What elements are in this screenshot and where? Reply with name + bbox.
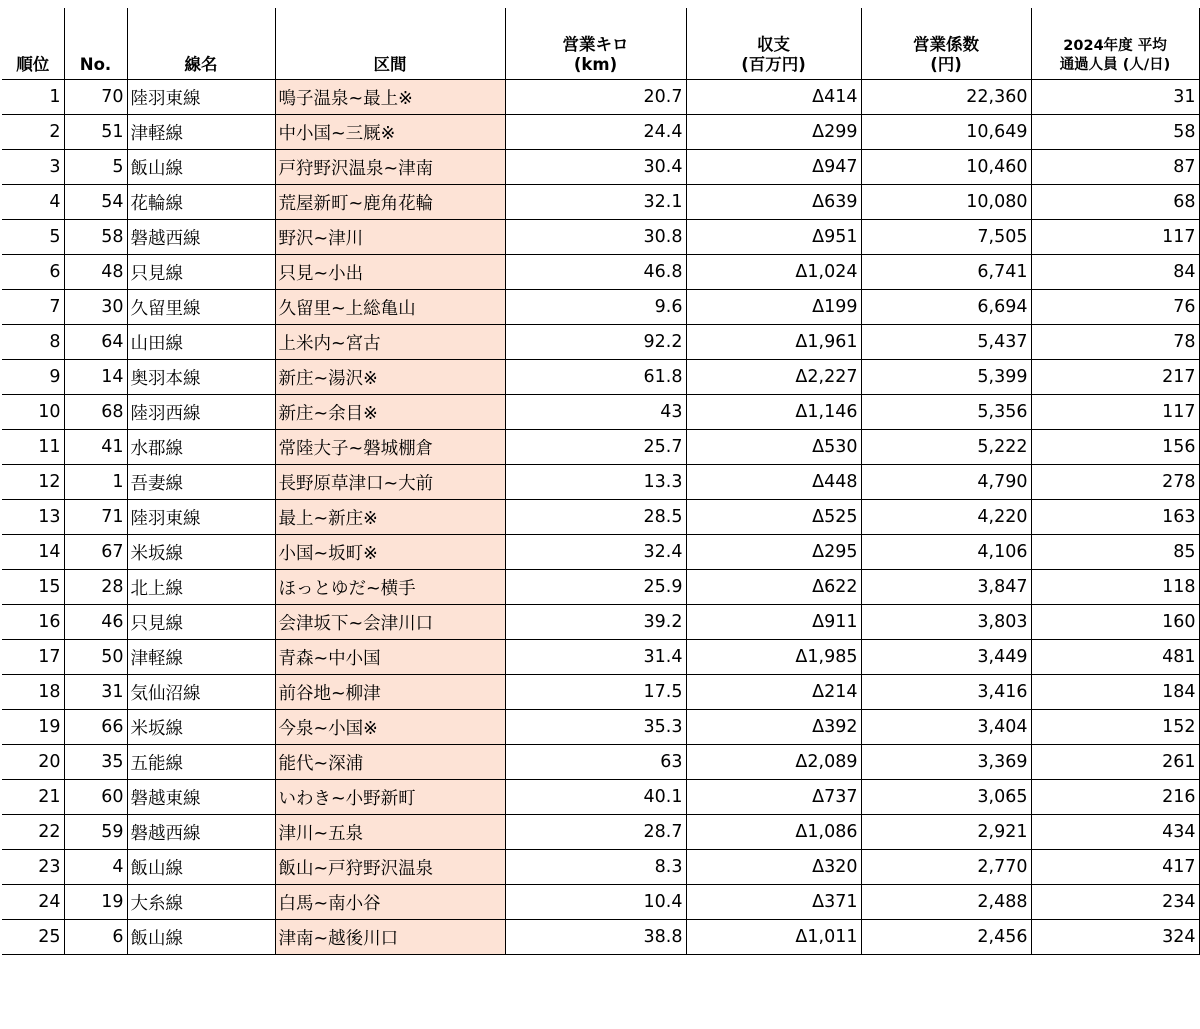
cell-line: 米坂線 (127, 710, 275, 745)
cell-balance: Δ1,146 (686, 395, 861, 430)
table-row (2, 885, 1199, 920)
cell-km: 35.3 (505, 710, 686, 745)
cell-line: 磐越東線 (127, 780, 275, 815)
cell-section: 新庄~余目※ (275, 395, 505, 430)
cell-passengers: 184 (1031, 675, 1199, 710)
cell-line: 飯山線 (127, 920, 275, 955)
cell-no: 46 (64, 605, 127, 640)
cell-line: 奥羽本線 (127, 360, 275, 395)
cell-no: 64 (64, 325, 127, 360)
cell-line: 陸羽東線 (127, 80, 275, 115)
cell-line: 北上線 (127, 570, 275, 605)
cell-passengers: 68 (1031, 185, 1199, 220)
cell-section: 津南~越後川口 (275, 920, 505, 955)
cell-balance: Δ1,011 (686, 920, 861, 955)
cell-rank: 21 (2, 780, 64, 815)
ranking-table (2, 8, 1200, 955)
cell-passengers: 278 (1031, 465, 1199, 500)
cell-rank: 3 (2, 150, 64, 185)
cell-coef: 5,356 (861, 395, 1031, 430)
table-row (2, 430, 1199, 465)
cell-passengers: 234 (1031, 885, 1199, 920)
cell-rank: 24 (2, 885, 64, 920)
header-no: No. (64, 8, 127, 80)
cell-coef: 4,220 (861, 500, 1031, 535)
cell-section: 鳴子温泉~最上※ (275, 80, 505, 115)
cell-balance: Δ214 (686, 675, 861, 710)
cell-km: 92.2 (505, 325, 686, 360)
table-header (2, 8, 1199, 80)
cell-section: 飯山~戸狩野沢温泉 (275, 850, 505, 885)
cell-passengers: 85 (1031, 535, 1199, 570)
cell-balance: Δ299 (686, 115, 861, 150)
cell-passengers: 216 (1031, 780, 1199, 815)
header-coef-line1: 営業係数 (913, 35, 979, 54)
table-row (2, 150, 1199, 185)
cell-coef: 3,404 (861, 710, 1031, 745)
cell-balance: Δ2,227 (686, 360, 861, 395)
header-row (2, 8, 1199, 80)
cell-balance: Δ911 (686, 605, 861, 640)
cell-rank: 16 (2, 605, 64, 640)
cell-rank: 15 (2, 570, 64, 605)
header-line: 線名 (127, 8, 275, 80)
cell-no: 1 (64, 465, 127, 500)
cell-km: 30.8 (505, 220, 686, 255)
cell-balance: Δ371 (686, 885, 861, 920)
cell-section: 長野原草津口~大前 (275, 465, 505, 500)
cell-coef: 5,399 (861, 360, 1031, 395)
cell-rank: 22 (2, 815, 64, 850)
cell-no: 48 (64, 255, 127, 290)
cell-passengers: 87 (1031, 150, 1199, 185)
cell-line: 津軽線 (127, 115, 275, 150)
cell-section: 最上~新庄※ (275, 500, 505, 535)
cell-coef: 10,460 (861, 150, 1031, 185)
header-passengers-line1: 2024年度 平均 (1063, 38, 1167, 54)
cell-passengers: 117 (1031, 395, 1199, 430)
cell-line: 磐越西線 (127, 815, 275, 850)
cell-rank: 19 (2, 710, 64, 745)
cell-no: 6 (64, 920, 127, 955)
table-row (2, 220, 1199, 255)
cell-no: 51 (64, 115, 127, 150)
cell-balance: Δ295 (686, 535, 861, 570)
cell-balance: Δ530 (686, 430, 861, 465)
cell-rank: 2 (2, 115, 64, 150)
cell-km: 61.8 (505, 360, 686, 395)
cell-rank: 8 (2, 325, 64, 360)
cell-line: 久留里線 (127, 290, 275, 325)
cell-section: 能代~深浦 (275, 745, 505, 780)
cell-balance: Δ1,086 (686, 815, 861, 850)
cell-km: 40.1 (505, 780, 686, 815)
table-row (2, 360, 1199, 395)
cell-balance: Δ199 (686, 290, 861, 325)
cell-coef: 6,741 (861, 255, 1031, 290)
cell-no: 5 (64, 150, 127, 185)
cell-passengers: 417 (1031, 850, 1199, 885)
cell-balance: Δ639 (686, 185, 861, 220)
cell-passengers: 84 (1031, 255, 1199, 290)
cell-km: 38.8 (505, 920, 686, 955)
cell-balance: Δ1,985 (686, 640, 861, 675)
cell-km: 32.1 (505, 185, 686, 220)
cell-rank: 12 (2, 465, 64, 500)
cell-no: 31 (64, 675, 127, 710)
cell-section: 常陸大子~磐城棚倉 (275, 430, 505, 465)
table-body (2, 80, 1199, 955)
cell-balance: Δ525 (686, 500, 861, 535)
cell-section: 小国~坂町※ (275, 535, 505, 570)
cell-balance: Δ392 (686, 710, 861, 745)
cell-coef: 10,080 (861, 185, 1031, 220)
cell-line: 大糸線 (127, 885, 275, 920)
table-row (2, 815, 1199, 850)
cell-coef: 5,222 (861, 430, 1031, 465)
cell-rank: 11 (2, 430, 64, 465)
cell-coef: 2,770 (861, 850, 1031, 885)
cell-passengers: 324 (1031, 920, 1199, 955)
cell-line: 只見線 (127, 255, 275, 290)
cell-balance: Δ2,089 (686, 745, 861, 780)
cell-km: 30.4 (505, 150, 686, 185)
cell-coef: 6,694 (861, 290, 1031, 325)
cell-rank: 6 (2, 255, 64, 290)
cell-no: 30 (64, 290, 127, 325)
table-row (2, 500, 1199, 535)
table-row (2, 570, 1199, 605)
cell-passengers: 117 (1031, 220, 1199, 255)
cell-rank: 18 (2, 675, 64, 710)
cell-rank: 20 (2, 745, 64, 780)
cell-coef: 3,449 (861, 640, 1031, 675)
cell-km: 13.3 (505, 465, 686, 500)
cell-km: 9.6 (505, 290, 686, 325)
header-section: 区間 (275, 8, 505, 80)
table-row (2, 255, 1199, 290)
cell-coef: 4,790 (861, 465, 1031, 500)
cell-km: 25.9 (505, 570, 686, 605)
cell-passengers: 31 (1031, 80, 1199, 115)
cell-section: 荒屋新町~鹿角花輪 (275, 185, 505, 220)
cell-coef: 3,803 (861, 605, 1031, 640)
cell-section: 中小国~三厩※ (275, 115, 505, 150)
table-row (2, 850, 1199, 885)
cell-passengers: 76 (1031, 290, 1199, 325)
cell-line: 飯山線 (127, 150, 275, 185)
cell-line: 水郡線 (127, 430, 275, 465)
header-passengers-line2: 通過人員 (人/日) (1059, 57, 1171, 73)
cell-coef: 3,416 (861, 675, 1031, 710)
cell-passengers: 58 (1031, 115, 1199, 150)
table-row (2, 185, 1199, 220)
cell-balance: Δ414 (686, 80, 861, 115)
cell-balance: Δ622 (686, 570, 861, 605)
cell-balance: Δ737 (686, 780, 861, 815)
cell-rank: 1 (2, 80, 64, 115)
cell-section: 白馬~南小谷 (275, 885, 505, 920)
cell-coef: 10,649 (861, 115, 1031, 150)
cell-coef: 7,505 (861, 220, 1031, 255)
header-coef (861, 8, 1031, 80)
cell-no: 71 (64, 500, 127, 535)
cell-coef: 22,360 (861, 80, 1031, 115)
header-coef-line2: (円) (930, 55, 962, 74)
cell-section: 上米内~宮古 (275, 325, 505, 360)
table-row (2, 710, 1199, 745)
cell-km: 28.5 (505, 500, 686, 535)
header-balance (686, 8, 861, 80)
cell-section: 会津坂下~会津川口 (275, 605, 505, 640)
cell-no: 50 (64, 640, 127, 675)
cell-coef: 4,106 (861, 535, 1031, 570)
cell-line: 吾妻線 (127, 465, 275, 500)
table-row (2, 605, 1199, 640)
cell-section: 新庄~湯沢※ (275, 360, 505, 395)
cell-section: 津川~五泉 (275, 815, 505, 850)
cell-balance: Δ951 (686, 220, 861, 255)
cell-section: 野沢~津川 (275, 220, 505, 255)
cell-line: 五能線 (127, 745, 275, 780)
cell-no: 14 (64, 360, 127, 395)
table-row (2, 640, 1199, 675)
cell-no: 41 (64, 430, 127, 465)
cell-passengers: 217 (1031, 360, 1199, 395)
cell-rank: 5 (2, 220, 64, 255)
cell-no: 60 (64, 780, 127, 815)
cell-passengers: 160 (1031, 605, 1199, 640)
cell-balance: Δ448 (686, 465, 861, 500)
cell-no: 67 (64, 535, 127, 570)
cell-section: 戸狩野沢温泉~津南 (275, 150, 505, 185)
cell-passengers: 434 (1031, 815, 1199, 850)
header-passengers (1031, 8, 1199, 80)
cell-km: 20.7 (505, 80, 686, 115)
cell-passengers: 261 (1031, 745, 1199, 780)
cell-line: 只見線 (127, 605, 275, 640)
cell-coef: 2,456 (861, 920, 1031, 955)
cell-line: 陸羽東線 (127, 500, 275, 535)
cell-coef: 2,488 (861, 885, 1031, 920)
cell-no: 59 (64, 815, 127, 850)
cell-km: 17.5 (505, 675, 686, 710)
cell-rank: 10 (2, 395, 64, 430)
cell-rank: 9 (2, 360, 64, 395)
table-row (2, 325, 1199, 360)
cell-line: 気仙沼線 (127, 675, 275, 710)
cell-km: 63 (505, 745, 686, 780)
cell-km: 25.7 (505, 430, 686, 465)
table-row (2, 115, 1199, 150)
cell-km: 43 (505, 395, 686, 430)
cell-coef: 3,065 (861, 780, 1031, 815)
table-row (2, 745, 1199, 780)
cell-line: 陸羽西線 (127, 395, 275, 430)
table-row (2, 395, 1199, 430)
cell-no: 54 (64, 185, 127, 220)
cell-balance: Δ320 (686, 850, 861, 885)
cell-coef: 3,847 (861, 570, 1031, 605)
cell-section: 今泉~小国※ (275, 710, 505, 745)
cell-section: いわき~小野新町 (275, 780, 505, 815)
cell-rank: 14 (2, 535, 64, 570)
cell-rank: 25 (2, 920, 64, 955)
cell-passengers: 481 (1031, 640, 1199, 675)
cell-km: 31.4 (505, 640, 686, 675)
cell-line: 磐越西線 (127, 220, 275, 255)
table-row (2, 780, 1199, 815)
cell-balance: Δ1,024 (686, 255, 861, 290)
cell-line: 花輪線 (127, 185, 275, 220)
cell-passengers: 163 (1031, 500, 1199, 535)
cell-section: 久留里~上総亀山 (275, 290, 505, 325)
cell-no: 68 (64, 395, 127, 430)
cell-passengers: 152 (1031, 710, 1199, 745)
table-row (2, 465, 1199, 500)
table-row (2, 675, 1199, 710)
cell-km: 46.8 (505, 255, 686, 290)
header-km-line1: 営業キロ (562, 35, 629, 54)
cell-coef: 5,437 (861, 325, 1031, 360)
header-km-line2: (km) (573, 55, 618, 74)
cell-balance: Δ947 (686, 150, 861, 185)
cell-line: 山田線 (127, 325, 275, 360)
cell-rank: 13 (2, 500, 64, 535)
cell-coef: 3,369 (861, 745, 1031, 780)
cell-line: 津軽線 (127, 640, 275, 675)
cell-section: 前谷地~柳津 (275, 675, 505, 710)
cell-rank: 4 (2, 185, 64, 220)
cell-rank: 23 (2, 850, 64, 885)
cell-no: 4 (64, 850, 127, 885)
header-balance-line2: (百万円) (741, 55, 806, 74)
cell-no: 28 (64, 570, 127, 605)
table-row (2, 290, 1199, 325)
cell-km: 10.4 (505, 885, 686, 920)
table-row (2, 535, 1199, 570)
cell-passengers: 156 (1031, 430, 1199, 465)
header-rank: 順位 (2, 8, 64, 80)
table-row (2, 80, 1199, 115)
cell-no: 58 (64, 220, 127, 255)
cell-section: 只見~小出 (275, 255, 505, 290)
header-km (505, 8, 686, 80)
cell-no: 70 (64, 80, 127, 115)
cell-km: 32.4 (505, 535, 686, 570)
cell-section: ほっとゆだ~横手 (275, 570, 505, 605)
table-row (2, 920, 1199, 955)
cell-no: 66 (64, 710, 127, 745)
cell-line: 米坂線 (127, 535, 275, 570)
cell-km: 8.3 (505, 850, 686, 885)
cell-line: 飯山線 (127, 850, 275, 885)
cell-rank: 7 (2, 290, 64, 325)
cell-passengers: 118 (1031, 570, 1199, 605)
header-balance-line1: 収支 (757, 35, 790, 54)
cell-km: 28.7 (505, 815, 686, 850)
cell-section: 青森~中小国 (275, 640, 505, 675)
cell-km: 39.2 (505, 605, 686, 640)
cell-balance: Δ1,961 (686, 325, 861, 360)
cell-coef: 2,921 (861, 815, 1031, 850)
cell-km: 24.4 (505, 115, 686, 150)
cell-passengers: 78 (1031, 325, 1199, 360)
cell-no: 35 (64, 745, 127, 780)
cell-rank: 17 (2, 640, 64, 675)
cell-no: 19 (64, 885, 127, 920)
